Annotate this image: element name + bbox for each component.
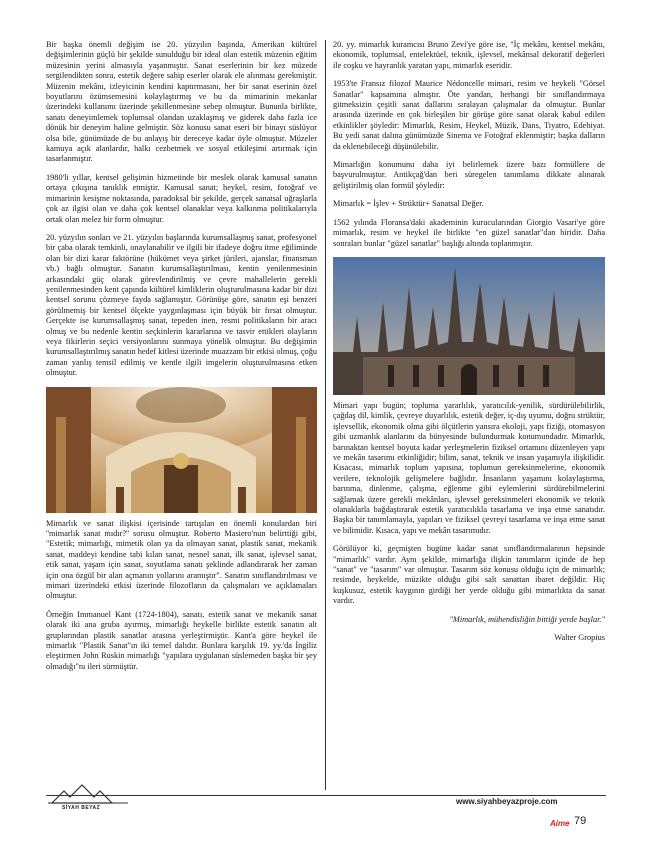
quote-author: Walter Gropius [554, 633, 605, 643]
column-divider [325, 40, 326, 790]
right-paragraph-6: Görülüyor ki, geçmişten bugüne kadar sanat sınıflandırmalarının hepsinde "mimarlık" vardır. Aynı şekilde, mimarlığa ilişkin tanımların içinde de hep "sanat" ve "tasarım" var olmuştur. Tasarım söz konusu olduğu için de mimarlık; resimde, heykelde, müzikte olduğu gibi salt sanattan ibaret değildir. Hiç kuşkusuz, estetik kaygının girdiği her yerde olduğu gibi mimarlıkta da sanat vardır. [333, 544, 605, 606]
left-column [46, 40, 317, 680]
page-number: 79 [574, 815, 587, 827]
right-paragraph-3: Mimarlığın konumunu daha iyi belirlemek üzere bazı formüllere de başvurulmuştur. Antikçağ'dan beri süregelen tanımlama dikkate alınarak geliştirilmiş olan formül şöyledir: [333, 160, 605, 190]
right-paragraph-5: Mimari yapı bugün; topluma yararlılık, yaratıcılık-yenilik, sürdürülebilirlik, çağdaş dil, kimlik, çevreye duyarlılık, estetik değer, iç-dış uyumu, doğru strüktür, işlevsellik, ekonomik olma gibi ölçütlerin yansıra ekoloji, yapı fiziği, otomasyon gibi uzmanlık alanlarını da bünyesinde bulundurmak konumundadır. Mimarlık, barınaktan kentsel boyuta kadar yerleşmelerin fiziksel ortamını düzenleyen yapı ve mekân tasarımı etkinliğidir; bilim, sanat, teknik ve insan yaşamıyla ilişkilidir. Kısacası, mimarlık toplum yapısına, toplumun gereksinmelerine, ekonomik verilere, teknolojik gelişmelere bağlıdır. İnsanların yaşamını kolaylaştırma, barınma, dinlenme, çalışma, eğlenme gibi eylemlerini sürdürebilmelerini sağlamak üzere gerekli mekânları, işlevsel gereksinmeleri ekonomik ve teknik olanaklarla bağdaştırarak estetik yaratıcılıkla tasarlama ve inşa etme sanatıdır. Başka bir tanımlamayla, yapıları ve fiziksel çevreyi tasarlama ve inşa etme sanat ve bilimidir. Kısaca, yapı ve mekân tasarımıdır. [333, 400, 605, 535]
magazine-logo: Aime [550, 819, 570, 828]
right-paragraph-4: 1562 yılında Floransa'daki akademinin kurucularından Giorgio Vasari'ye göre mimarlık, resim ve heykel ile birlikte "en güzel sanatlar"dan biridir. Daha sonraları bunlar "güzel sanatlar" başlığı altında toplanmıştır. [333, 217, 605, 248]
left-paragraph-3: 20. yüzyılın sonları ve 21. yüzyılın başlarında kurumsallaşmış sanat, profesyonel bir çaba olarak temkinli, onaylanabilir ve ilgili bir ifadeye doğru itme eğiliminde olan bir dizi karar faktörüne (hükümet veya şirket jürileri, ajanslar, finansman vb.) bağlı olmuştur. Sanatın kurumsallaştırılması, kentin yenilenmesinin arkasındaki güç olarak görevlendirilmiş ve çevre mahallelerin gerekli yenilenmesinden kent çapında kültürel kimliklerin oluşturulmasına kadar bir dizi kentsel sorunu çözmeye fayda sağlamıştır. Görünüşe göre, sanatın eşi benzeri görülmemiş bir kentsel ölçekte yaygınlaşması için büyük bir fırsat olmuştur. Gerçekte ise kurumsallaşmış sanat, tepeden inen, resmi politikaların bir aracı olmuş ve bu nedenle kentin seçkinlerin kararlarına ve tasvir ettikleri olayların veya fikirlerin seçici versiyonlarını sunmaya yönelik olmuştur. Bu değişimin kurumsallaştırılmış sanatın hedef kitlesi üzerinde muazzam bir etkisi olmuş, çoğu zaman yanlış temsil edilmiş ve kentle ilgili imgelerin oluşturulmasına etken olmuştur. [46, 232, 317, 378]
right-paragraph-2: 1953'te Fransız filozof Maurice Nédoncelle mimari, resim ve heykeli "Görsel Sanatlar" kapsamına almıştır. Öte yandan, herhangi bir sınıflandırmaya gitmeksizin çeşitli sanat dallarını sıralayan çalışmalar da olmuştur. Bunlar arasında üzerinde en çok birleşilen bir görüşe göre sanat olarak kabul edilen etkinlikler şöyledir: Mimarlık, Resim, Heykel, Müzik, Dans, Tiyatro, Edebiyat. Bu yedi sanat dalına günümüzde Sinema ve Fotoğraf eklenmiştir; başka dalların da eklenebileceği düşünülebilir. [333, 79, 605, 151]
footer-brand: SİYAH BEYAZ [62, 805, 101, 811]
left-paragraph-1: Bir başka önemli değişim ise 20. yüzyılın başında, Amerikan kültürel değişimlerinin güçlü bir şekilde sunulduğu bir ideal olan estetik müzenin eğitim müzesinin yerini almasıyla yaşanmıştır. Sanat eserlerinin bir kez müzede sergilendikten sonra, estetik değere sahip eserler olarak ele alınması gerekmiştir. Müzenin mekânı, izleyicinin kendini kaptırmasını, her bir sanat eserinin özel boyutlarını özümsemesini kolaylaştırmış ve bu da mimarinin mekanlar üzerindeki kullanımı üzerinde şekillenmesine sebep olmuştur. Bununla birlikte, sanatı deneyimlemek toplumsal olandan uzaklaşmış ve giderek daha fazla ice dönük bir deneyim haline gelmiştir. Söz konusu sanat eseri bir binayı süslüyor olsa bile, günümüzde de bu anlayış bir dereceye kadar öyle olmuştur. Müzeler kamuya açık alanlardır, halkı cezbetmek ve sosyal etkileşimi artırmak için tasarlanmıştır. [46, 40, 317, 164]
left-paragraph-2: 1980'li yıllar, kentsel gelişimin hizmetinde bir meslek olarak kamusal sanatın ortaya çıkışına tanıklık etmiştir. Kamusal sanat; heykel, resim, fotoğraf ve mimarinin kesişme noktasında, paradoksal bir şekilde, gerçek sanatsal uğraşlarla çok az ilgisi olan ve daha çok kentsel olanaklar veya kalkınma politikalarıyla ortak olan melez bir form olmuştur. [46, 172, 317, 224]
right-column [333, 40, 605, 651]
right-paragraph-1: 20. yy. mimarlık kuramcısı Bruno Zevi'ye göre ise, "İç mekânı, kentsel mekânı, ekonomik, toplumsal, entelektüel, teknik, işlevsel, mekânsal dekoratif değerleri ile coşku ve hayranlık yaratan yapı, mimarlık eseridir. [333, 40, 605, 70]
church-interior-photo [46, 387, 317, 513]
left-paragraph-4: Mimarlık ve sanat ilişkisi içerisinde tartışılan en önemli konulardan biri ''mimarlık sanat mıdır?'' sorusu olmuştur. Roberto Masiero'nun belirttiği gibi, "Estetik; mimarlığı, mimetik olan ya da olmayan sanat, plastik sanat, mekanik sanat, maddeyi kendine tabi kılan sanat, nesnel sanat, ilk sanat, işlevsel sanat, etik sanat, yaşam için sanat, soyutlama sanatı şeklinde adlandırarak her zaman için ona özgül bir alan açmanın yollarını aramıştır". Sanatın sınıflandırılması ve mimari üzerindeki etkisi üzerinde filozofların da çalışmaları ve açıklamaları olmuştur. [46, 518, 317, 601]
footer-website-link[interactable]: www.siyahbeyazproje.com [456, 797, 558, 806]
architecture-formula: Mimarlık = İşlev + Strüktür+ Sanatsal Değer. [333, 199, 484, 209]
footer-rule [46, 795, 606, 796]
cathedral-photo [333, 257, 605, 395]
left-paragraph-5: Örneğin Immanuel Kant (1724-1804), sanatı, estetik sanat ve mekanik sanat olarak iki ana gruba ayırmış, mimarlığı heykelle birlikte estetik sanatın alt gruplarından plastik sanatlar arasına yerleştirmiştir. Kant'a göre heykel ile mimarlık "Plastik Sanat"ın iki temel dalıdır. Bunlara karşılık 19. yy.'da İngiliz eleştirmen John Ruskin mimarlığı "yapılara uygulanan süslemeden başka bir şey olmadığı"nı ileri sürmüştür. [46, 609, 317, 671]
gropius-quote: "Mimarlık, mühendisliğin bittiği yerde başlar." [449, 614, 605, 624]
